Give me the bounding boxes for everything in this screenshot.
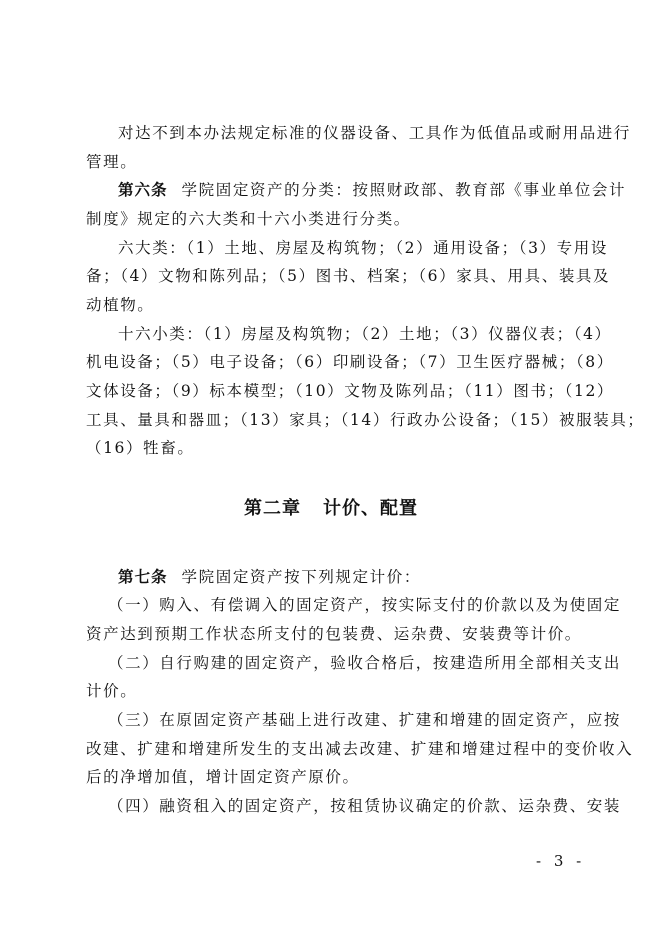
paragraph-line: 十六小类：（1）房屋及构筑物；（2）土地；（3）仪器仪表；（4）	[118, 325, 612, 343]
paragraph-line: 后的净增加值，增计固定资产原价。	[86, 768, 360, 786]
paragraph-line: 改建、扩建和增建所发生的支出减去改建、扩建和增建过程中的变价收入	[86, 740, 634, 758]
paragraph-line: 备；（4）文物和陈列品；（5）图书、档案；（6）家具、用具、装具及	[86, 267, 611, 285]
paragraph-line: （三）在原固定资产基础上进行改建、扩建和增建的固定资产，应按	[108, 711, 622, 729]
paragraph-line: 工具、量具和器皿；（13）家具；（14）行政办公设备；（15）被服装具；	[86, 411, 645, 429]
paragraph-line: （一）购入、有偿调入的固定资产，按实际支付的价款以及为使固定	[108, 596, 622, 614]
article-label: 第七条	[118, 568, 168, 586]
paragraph-line: （二）自行购建的固定资产，验收合格后，按建造所用全部相关支出	[108, 654, 622, 672]
chapter-number: 第二章	[244, 498, 301, 519]
article-6-line	[118, 176, 626, 204]
article-7-line	[118, 563, 421, 591]
paragraph-line: 资产达到预期工作状态所支付的包装费、运杂费、安装费等计价。	[86, 625, 582, 643]
paragraph-line: 制度》规定的六大类和十六小类进行分类。	[86, 210, 411, 228]
chapter-title: 计价、配置	[323, 498, 418, 519]
article-label: 第六条	[118, 181, 168, 199]
paragraph-line: 机电设备；（5）电子设备；（6）印刷设备；（7）卫生医疗器械；（8）	[86, 353, 614, 371]
paragraph-line: 对达不到本办法规定标准的仪器设备、工具作为低值品或耐用品进行	[118, 124, 632, 142]
paragraph-line: 动植物。	[86, 296, 155, 314]
chapter-heading	[86, 494, 576, 524]
article-text: 学院固定资产按下列规定计价：	[181, 568, 421, 586]
paragraph-line: 计价。	[86, 682, 138, 700]
paragraph-line: 文体设备；（9）标本模型；（10）文物及陈列品；（11）图书；（12）	[86, 382, 615, 400]
paragraph-line: （四）融资租入的固定资产，按租赁协议确定的价款、运杂费、安装	[108, 797, 622, 815]
page-number: - 3 -	[536, 852, 586, 870]
paragraph-line: 管理。	[86, 153, 138, 171]
article-text: 学院固定资产的分类：按照财政部、教育部《事业单位会计	[181, 181, 627, 199]
paragraph-line: （16）牲畜。	[86, 439, 195, 457]
paragraph-line: 六大类：（1）土地、房屋及构筑物；（2）通用设备；（3）专用设	[118, 239, 608, 257]
